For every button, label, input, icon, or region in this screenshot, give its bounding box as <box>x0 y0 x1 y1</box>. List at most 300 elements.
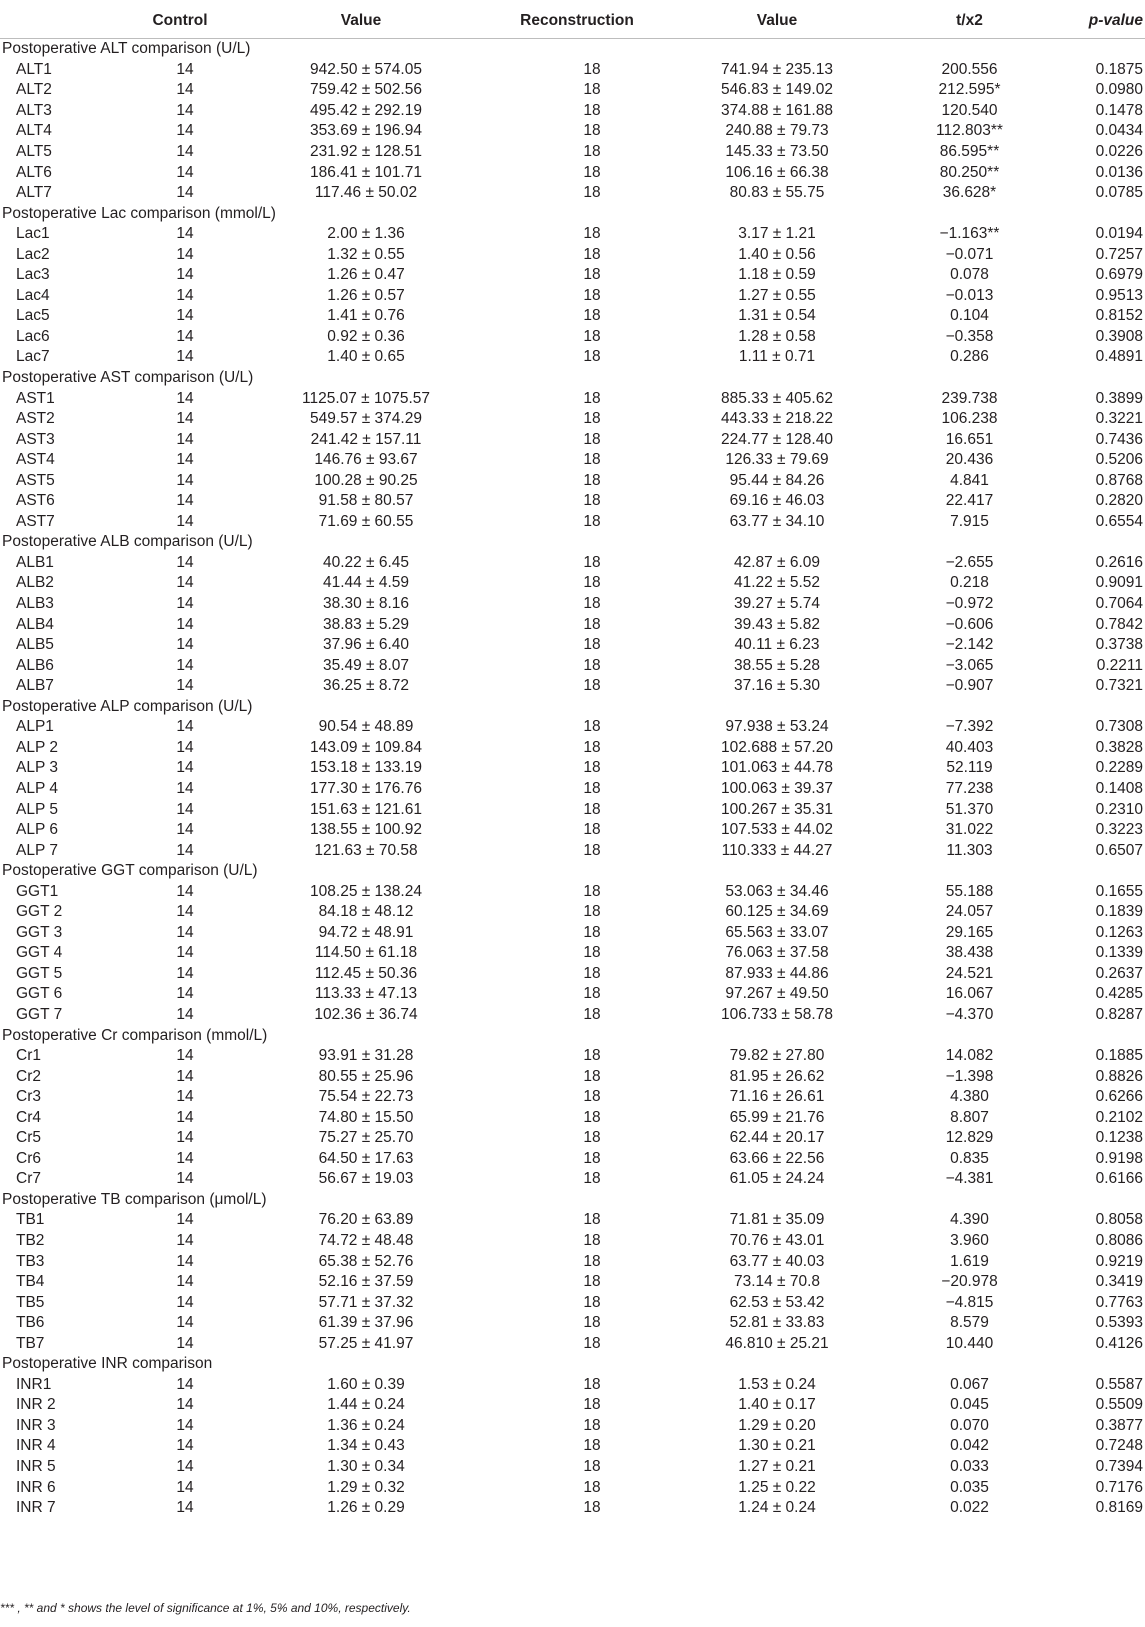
table-row <box>0 1416 1145 1437</box>
reconstruction-value: 60.125 ± 34.69 <box>725 903 829 921</box>
row-label: TB6 <box>16 1314 45 1332</box>
control-value: 1.26 ± 0.29 <box>327 1499 405 1517</box>
test-statistic: 86.595** <box>939 143 1000 160</box>
reconstruction-value: 76.063 ± 37.58 <box>725 944 829 962</box>
p-value: 0.7436 <box>1095 430 1143 448</box>
table-header <box>0 3 1145 39</box>
control-value: 942.50 ± 574.05 <box>310 60 422 78</box>
reconstruction-value: 100.063 ± 39.37 <box>721 779 833 797</box>
test-statistic: 4.390 <box>950 1211 989 1229</box>
p-value: 0.3223 <box>1095 821 1143 839</box>
header-control: Control <box>130 3 230 39</box>
reconstruction-n: 18 <box>583 389 601 407</box>
row-label: ALP 7 <box>16 841 58 859</box>
reconstruction-value: 145.33 ± 73.50 <box>725 143 829 160</box>
control-n: 14 <box>176 1170 194 1188</box>
reconstruction-value: 1.28 ± 0.58 <box>738 327 816 345</box>
test-statistic: −0.972 <box>945 595 994 613</box>
reconstruction-n: 18 <box>583 1067 601 1085</box>
reconstruction-n: 18 <box>583 122 601 140</box>
p-value: 0.8768 <box>1095 471 1143 489</box>
p-value: 0.5206 <box>1095 451 1143 469</box>
row-label: TB5 <box>16 1293 45 1311</box>
table-row <box>0 265 1145 286</box>
control-value: 1125.07 ± 1075.57 <box>301 389 431 407</box>
reconstruction-value: 374.88 ± 161.88 <box>721 101 833 119</box>
reconstruction-value: 106.16 ± 66.38 <box>725 163 829 181</box>
test-statistic: −0.071 <box>945 245 994 263</box>
row-label: ALB5 <box>16 636 54 654</box>
group-title: Postoperative Lac comparison (mmol/L) <box>2 204 276 222</box>
p-value: 0.7248 <box>1095 1437 1143 1455</box>
table-row <box>0 923 1145 944</box>
control-n: 14 <box>176 553 194 571</box>
test-statistic: 31.022 <box>945 821 994 839</box>
group-header-row <box>0 697 1145 718</box>
row-label: Lac4 <box>16 286 50 304</box>
row-label: TB3 <box>16 1252 45 1270</box>
control-n: 14 <box>176 800 194 818</box>
row-label: TB1 <box>16 1211 45 1229</box>
control-value: 549.57 ± 374.29 <box>310 410 422 428</box>
reconstruction-value: 53.063 ± 34.46 <box>725 882 829 900</box>
test-statistic: −1.163** <box>939 225 1000 243</box>
p-value: 0.8826 <box>1095 1067 1143 1085</box>
test-statistic: 38.438 <box>945 944 994 962</box>
header-reconstruction-value: Value <box>662 3 892 39</box>
reconstruction-n: 18 <box>583 512 601 530</box>
table-row <box>0 717 1145 738</box>
p-value: 0.9513 <box>1095 286 1143 304</box>
control-n: 14 <box>176 451 194 469</box>
p-value: 0.7257 <box>1095 245 1143 263</box>
table-row <box>0 1313 1145 1334</box>
reconstruction-value: 1.31 ± 0.54 <box>738 307 816 325</box>
table-row <box>0 635 1145 656</box>
control-value: 90.54 ± 48.89 <box>318 718 414 736</box>
reconstruction-n: 18 <box>583 718 601 736</box>
p-value: 0.1408 <box>1095 779 1143 797</box>
table-row <box>0 409 1145 430</box>
control-n: 14 <box>176 1273 194 1291</box>
reconstruction-n: 18 <box>583 410 601 428</box>
control-n: 14 <box>176 225 194 243</box>
table-row <box>0 327 1145 348</box>
reconstruction-value: 1.18 ± 0.59 <box>738 266 816 284</box>
table-row <box>0 614 1145 635</box>
group-title: Postoperative AST comparison (U/L) <box>2 369 254 387</box>
control-n: 14 <box>176 1108 194 1126</box>
group-title: Postoperative ALT comparison (U/L) <box>2 40 251 58</box>
group-title: Postoperative ALB comparison (U/L) <box>2 533 253 551</box>
test-statistic: 77.238 <box>945 779 994 797</box>
p-value: 0.3221 <box>1095 410 1143 428</box>
table-row <box>0 553 1145 574</box>
test-statistic: 11.303 <box>946 841 993 859</box>
control-value: 153.18 ± 133.19 <box>310 759 422 777</box>
reconstruction-n: 18 <box>583 615 601 633</box>
reconstruction-value: 80.83 ± 55.75 <box>729 184 825 202</box>
p-value: 0.2211 <box>1096 656 1143 674</box>
significance-footnote: *** , ** and * shows the level of significance at 1%, 5% and 10%, respectively. <box>0 1601 411 1615</box>
test-statistic: 52.119 <box>946 759 993 777</box>
test-statistic: −2.655 <box>945 553 994 571</box>
p-value: 0.1339 <box>1095 944 1143 962</box>
reconstruction-n: 18 <box>583 1334 601 1352</box>
table-row <box>0 758 1145 779</box>
reconstruction-value: 97.267 ± 49.50 <box>725 985 829 1003</box>
reconstruction-value: 62.44 ± 20.17 <box>729 1129 825 1147</box>
control-n: 14 <box>176 882 194 900</box>
table-row <box>0 1272 1145 1293</box>
control-value: 61.39 ± 37.96 <box>318 1314 414 1332</box>
p-value: 0.0226 <box>1095 143 1143 160</box>
p-value: 0.8287 <box>1095 1005 1143 1023</box>
row-label: AST2 <box>16 410 55 428</box>
table-row <box>0 450 1145 471</box>
control-value: 151.63 ± 121.61 <box>310 800 422 818</box>
table-row <box>0 1292 1145 1313</box>
group-header-row <box>0 1025 1145 1046</box>
test-statistic: 14.082 <box>945 1047 994 1065</box>
row-label: ALP1 <box>16 718 54 736</box>
control-n: 14 <box>176 1416 194 1434</box>
control-n: 14 <box>176 738 194 756</box>
p-value: 0.0785 <box>1095 184 1143 202</box>
row-label: Cr2 <box>16 1067 41 1085</box>
table-row <box>0 1457 1145 1478</box>
test-statistic: 40.403 <box>945 738 994 756</box>
test-statistic: 29.165 <box>945 923 994 941</box>
group-header-row <box>0 861 1145 882</box>
reconstruction-n: 18 <box>583 184 601 202</box>
table-row <box>0 1005 1145 1026</box>
reconstruction-n: 18 <box>583 1231 601 1249</box>
p-value: 0.3828 <box>1095 738 1143 756</box>
test-statistic: −0.358 <box>945 327 994 345</box>
table-row <box>0 470 1145 491</box>
row-label: TB7 <box>16 1334 45 1352</box>
reconstruction-value: 741.94 ± 235.13 <box>721 60 833 78</box>
control-value: 56.67 ± 19.03 <box>318 1170 414 1188</box>
test-statistic: 12.829 <box>945 1129 994 1147</box>
p-value: 0.3908 <box>1095 327 1143 345</box>
p-value: 0.6979 <box>1095 266 1143 284</box>
row-label: ALP 2 <box>16 738 58 756</box>
p-value: 0.1839 <box>1095 903 1143 921</box>
reconstruction-n: 18 <box>583 944 601 962</box>
reconstruction-n: 18 <box>583 595 601 613</box>
row-label: Lac1 <box>16 225 50 243</box>
control-n: 14 <box>176 1088 194 1106</box>
table-body <box>0 39 1145 1519</box>
control-value: 241.42 ± 157.11 <box>310 430 422 448</box>
row-label: Lac3 <box>16 266 50 284</box>
row-label: ALT7 <box>16 184 52 202</box>
p-value: 0.8169 <box>1095 1499 1143 1517</box>
control-n: 14 <box>176 841 194 859</box>
test-statistic: 20.436 <box>945 451 994 469</box>
reconstruction-n: 18 <box>583 1416 601 1434</box>
control-n: 14 <box>176 327 194 345</box>
table-row <box>0 306 1145 327</box>
table-row <box>0 594 1145 615</box>
group-header-row <box>0 1354 1145 1375</box>
p-value: 0.0136 <box>1095 163 1143 181</box>
reconstruction-value: 62.53 ± 53.42 <box>729 1293 825 1311</box>
reconstruction-value: 65.99 ± 21.76 <box>729 1108 825 1126</box>
table-row <box>0 984 1145 1005</box>
reconstruction-n: 18 <box>583 225 601 243</box>
p-value: 0.6507 <box>1095 841 1143 859</box>
control-value: 177.30 ± 176.76 <box>310 779 422 797</box>
control-n: 14 <box>176 677 194 695</box>
reconstruction-n: 18 <box>583 903 601 921</box>
table-row <box>0 573 1145 594</box>
row-label: Lac2 <box>16 245 50 263</box>
control-value: 108.25 ± 138.24 <box>310 882 422 900</box>
control-value: 1.26 ± 0.57 <box>327 286 405 304</box>
control-n: 14 <box>176 779 194 797</box>
reconstruction-value: 46.810 ± 25.21 <box>725 1334 829 1352</box>
row-label: Cr3 <box>16 1088 41 1106</box>
control-value: 76.20 ± 63.89 <box>318 1211 414 1229</box>
control-value: 84.18 ± 48.12 <box>318 903 414 921</box>
p-value: 0.2102 <box>1095 1108 1143 1126</box>
reconstruction-n: 18 <box>583 1478 601 1496</box>
table-row <box>0 60 1145 81</box>
table-row <box>0 1498 1145 1519</box>
control-value: 495.42 ± 292.19 <box>310 101 422 119</box>
p-value: 0.7842 <box>1095 615 1143 633</box>
p-value: 0.5393 <box>1095 1314 1143 1332</box>
group-title: Postoperative Cr comparison (mmol/L) <box>2 1026 268 1044</box>
header-test-statistic: t/x2 <box>892 3 1047 39</box>
control-n: 14 <box>176 1231 194 1249</box>
reconstruction-value: 1.40 ± 0.17 <box>738 1396 816 1414</box>
control-value: 100.28 ± 90.25 <box>314 471 418 489</box>
reconstruction-value: 1.40 ± 0.56 <box>738 245 816 263</box>
test-statistic: 0.104 <box>950 307 989 325</box>
reconstruction-n: 18 <box>583 492 601 510</box>
row-label: ALT3 <box>16 101 52 119</box>
p-value: 0.1238 <box>1095 1129 1143 1147</box>
control-n: 14 <box>176 184 194 202</box>
group-title: Postoperative TB comparison (μmol/L) <box>2 1190 267 1208</box>
test-statistic: 8.807 <box>950 1108 989 1126</box>
table-row <box>0 799 1145 820</box>
reconstruction-n: 18 <box>583 779 601 797</box>
row-label: AST4 <box>16 451 55 469</box>
control-n: 14 <box>176 1005 194 1023</box>
control-n: 14 <box>176 512 194 530</box>
control-n: 14 <box>176 1458 194 1475</box>
reconstruction-value: 240.88 ± 79.73 <box>725 122 829 140</box>
control-n: 14 <box>176 1252 194 1270</box>
row-label: AST5 <box>16 471 55 489</box>
table-row <box>0 840 1145 861</box>
control-value: 231.92 ± 128.51 <box>310 143 422 160</box>
header-p-value-label: p-value <box>1088 11 1143 29</box>
test-statistic: −3.065 <box>945 656 994 674</box>
control-value: 1.40 ± 0.65 <box>327 348 405 366</box>
table-row <box>0 1436 1145 1457</box>
p-value: 0.3419 <box>1095 1273 1143 1291</box>
reconstruction-n: 18 <box>583 1499 601 1517</box>
row-label: AST3 <box>16 430 55 448</box>
group-header-row <box>0 532 1145 553</box>
reconstruction-value: 1.30 ± 0.21 <box>738 1437 816 1455</box>
control-n: 14 <box>176 471 194 489</box>
reconstruction-value: 1.24 ± 0.24 <box>738 1499 816 1517</box>
reconstruction-value: 1.27 ± 0.21 <box>738 1458 816 1475</box>
reconstruction-value: 1.27 ± 0.55 <box>738 286 816 304</box>
row-label: ALP 6 <box>16 821 58 839</box>
test-statistic: 7.915 <box>950 512 989 530</box>
p-value: 0.8058 <box>1095 1211 1143 1229</box>
reconstruction-value: 101.063 ± 44.78 <box>721 759 833 777</box>
reconstruction-n: 18 <box>583 348 601 366</box>
reconstruction-n: 18 <box>583 759 601 777</box>
comparison-table <box>0 3 1145 1518</box>
control-n: 14 <box>176 101 194 119</box>
reconstruction-n: 18 <box>583 101 601 119</box>
reconstruction-n: 18 <box>583 1047 601 1065</box>
control-value: 0.92 ± 0.36 <box>327 327 405 345</box>
header-row <box>0 3 1145 39</box>
control-n: 14 <box>176 1375 194 1393</box>
control-value: 38.30 ± 8.16 <box>322 595 410 613</box>
p-value: 0.3738 <box>1095 636 1143 654</box>
reconstruction-value: 69.16 ± 46.03 <box>729 492 825 510</box>
row-label: INR 2 <box>16 1396 56 1414</box>
control-value: 1.36 ± 0.24 <box>327 1416 405 1434</box>
row-label: INR 6 <box>16 1478 56 1496</box>
reconstruction-n: 18 <box>583 574 601 592</box>
header-blank <box>0 3 130 39</box>
table-row <box>0 676 1145 697</box>
table-row <box>0 1066 1145 1087</box>
group-title: Postoperative GGT comparison (U/L) <box>2 862 258 880</box>
control-value: 102.36 ± 36.74 <box>314 1005 418 1023</box>
test-statistic: 16.067 <box>945 985 994 1003</box>
test-statistic: −0.907 <box>945 677 994 695</box>
reconstruction-n: 18 <box>583 964 601 982</box>
control-value: 1.26 ± 0.47 <box>327 266 405 284</box>
test-statistic: −2.142 <box>945 636 994 654</box>
p-value: 0.2289 <box>1095 759 1143 777</box>
test-statistic: 0.022 <box>950 1499 989 1517</box>
test-statistic: −4.815 <box>945 1293 994 1311</box>
reconstruction-value: 107.533 ± 44.02 <box>721 821 833 839</box>
table-row <box>0 388 1145 409</box>
reconstruction-value: 63.77 ± 34.10 <box>729 512 825 530</box>
control-n: 14 <box>176 245 194 263</box>
table-row <box>0 429 1145 450</box>
table-row <box>0 1251 1145 1272</box>
reconstruction-n: 18 <box>583 266 601 284</box>
row-label: INR1 <box>16 1375 52 1393</box>
row-label: Cr4 <box>16 1108 41 1126</box>
control-n: 14 <box>176 266 194 284</box>
test-statistic: 80.250** <box>939 163 1000 181</box>
test-statistic: 0.035 <box>950 1478 989 1496</box>
row-label: ALB6 <box>16 656 54 674</box>
reconstruction-value: 63.66 ± 22.56 <box>729 1149 825 1167</box>
p-value: 0.1875 <box>1095 60 1143 78</box>
reconstruction-value: 40.11 ± 6.23 <box>734 636 820 654</box>
p-value: 0.9219 <box>1095 1252 1143 1270</box>
row-label: GGT 4 <box>16 944 63 962</box>
row-label: ALT4 <box>16 122 52 140</box>
table-row <box>0 1210 1145 1231</box>
control-value: 143.09 ± 109.84 <box>310 738 422 756</box>
control-n: 14 <box>176 903 194 921</box>
row-label: INR 3 <box>16 1416 56 1434</box>
control-n: 14 <box>176 595 194 613</box>
reconstruction-value: 102.688 ± 57.20 <box>721 738 833 756</box>
table-row <box>0 183 1145 204</box>
reconstruction-n: 18 <box>583 882 601 900</box>
reconstruction-n: 18 <box>583 1314 601 1332</box>
control-value: 186.41 ± 101.71 <box>310 163 422 181</box>
control-n: 14 <box>176 718 194 736</box>
table-row <box>0 347 1145 368</box>
table-row <box>0 738 1145 759</box>
control-value: 1.30 ± 0.34 <box>327 1458 405 1475</box>
table-row <box>0 142 1145 163</box>
p-value: 0.7321 <box>1095 677 1143 695</box>
p-value: 0.8086 <box>1095 1231 1143 1249</box>
p-value: 0.2310 <box>1095 800 1143 818</box>
p-value: 0.9091 <box>1095 574 1143 592</box>
control-value: 353.69 ± 196.94 <box>310 122 422 140</box>
test-statistic: −4.370 <box>945 1005 994 1023</box>
control-value: 57.25 ± 41.97 <box>318 1334 414 1352</box>
row-label: ALT5 <box>16 143 52 160</box>
control-value: 112.45 ± 50.36 <box>314 964 418 982</box>
row-label: ALB2 <box>16 574 54 592</box>
p-value: 0.5509 <box>1095 1396 1143 1414</box>
control-n: 14 <box>176 656 194 674</box>
row-label: Cr1 <box>16 1047 41 1065</box>
control-value: 759.42 ± 502.56 <box>310 81 422 99</box>
p-value: 0.6166 <box>1095 1170 1143 1188</box>
group-header-row <box>0 39 1145 60</box>
table-row <box>0 881 1145 902</box>
reconstruction-n: 18 <box>583 1211 601 1229</box>
reconstruction-value: 79.82 ± 27.80 <box>729 1047 825 1065</box>
reconstruction-n: 18 <box>583 1273 601 1291</box>
test-statistic: 4.841 <box>950 471 989 489</box>
reconstruction-n: 18 <box>583 636 601 654</box>
row-label: ALB3 <box>16 595 54 613</box>
p-value: 0.1885 <box>1095 1047 1143 1065</box>
control-n: 14 <box>176 122 194 140</box>
row-label: GGT 6 <box>16 985 63 1003</box>
reconstruction-value: 546.83 ± 149.02 <box>721 81 833 99</box>
control-n: 14 <box>176 492 194 510</box>
row-label: GGT 2 <box>16 903 63 921</box>
row-label: AST6 <box>16 492 55 510</box>
reconstruction-value: 1.25 ± 0.22 <box>738 1478 816 1496</box>
control-value: 38.83 ± 5.29 <box>322 615 410 633</box>
row-label: TB2 <box>16 1231 45 1249</box>
test-statistic: 239.738 <box>941 389 998 407</box>
test-statistic: 16.651 <box>945 430 994 448</box>
test-statistic: 112.803** <box>936 122 1003 140</box>
table-row <box>0 964 1145 985</box>
